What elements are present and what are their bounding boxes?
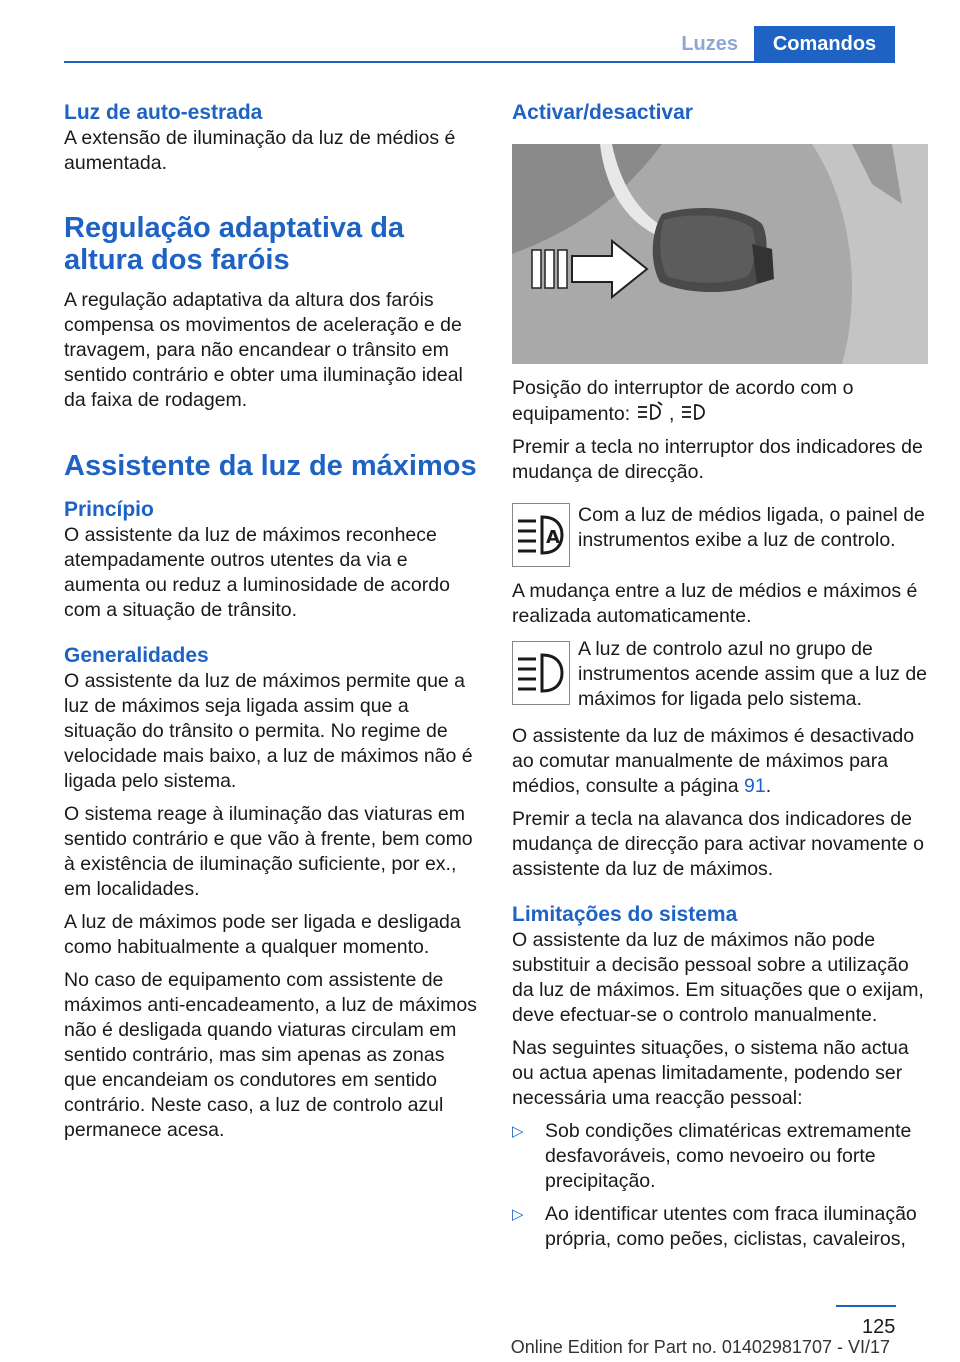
tab-luzes[interactable]: Luzes	[663, 26, 754, 62]
header-tabs	[663, 26, 895, 62]
list-item	[512, 1202, 928, 1252]
note-high-beam	[512, 637, 928, 712]
paragraph-auto-estrada: A extensão de iluminação da luz de médios é aumentada.	[64, 127, 456, 174]
high-beam-assist-icon	[636, 403, 669, 425]
list-item-text: Sob condições climatéricas extremamente desfavoráveis, como nevoeiro ou forte precipitação.	[545, 1120, 912, 1192]
paragraph-generalidades-4: No caso de equipamento com assistente de máximos anti-encadeamento, a luz de máximos não é desligada quando viaturas circulam em sentido contrário, mas sim apenas as zonas que encandeiam os condutores em sentido contrário. Neste caso, a luz de controlo azul permanece acesa.	[64, 969, 477, 1141]
header-rule	[64, 61, 895, 63]
high-beam-assist-indicator-icon	[512, 503, 570, 567]
right-column	[512, 100, 928, 1252]
footer-edition: Online Edition for Part no. 01402981707 - VI/17	[510, 1337, 890, 1357]
paragraph-premir-tecla: Premir a tecla no interruptor dos indicadores de mudança de direcção.	[512, 436, 923, 483]
tab-comandos[interactable]: Comandos	[754, 26, 895, 62]
high-beam-indicator-icon	[512, 641, 570, 705]
paragraph-limitacoes-2: Nas seguintes situações, o sistema não actua ou actua apenas limitadamente, podendo ser necessária uma reacção pessoal:	[512, 1037, 909, 1109]
left-column	[64, 100, 479, 1143]
footer-rule	[836, 1305, 896, 1307]
posicao-text: Posição do interruptor de acordo com o equipamento:	[512, 377, 854, 425]
paragraph-premir-alavanca: Premir a tecla na alavanca dos indicadores de mudança de direcção para activar novamente o assistente da luz de máximos.	[512, 808, 924, 880]
paragraph-mudanca: A mudança entre a luz de médios e máximos é realizada automaticamente.	[512, 580, 918, 627]
svg-text:A: A	[546, 527, 560, 548]
heading-principio: Princípio	[64, 498, 154, 521]
paragraph-regulacao: A regulação adaptativa da altura dos faróis compensa os movimentos de aceleração e de travagem, para não encandear o trânsito em sentido contrário e obter uma iluminação ideal da faixa de rodagem.	[64, 289, 463, 411]
note-1-text: Com a luz de médios ligada, o painel de instrumentos exibe a luz de controlo.	[578, 504, 925, 551]
paragraph-generalidades-3: A luz de máximos pode ser ligada e desligada como habitualmente a qualquer momento.	[64, 911, 461, 958]
paragraph-desactivado	[512, 724, 928, 799]
note-high-beam-assist	[512, 503, 928, 567]
desactivado-end: .	[765, 775, 772, 797]
high-beam-icon	[680, 403, 708, 425]
lever-illustration	[512, 144, 928, 364]
posicao-separator: ,	[669, 403, 675, 425]
turn-signal-lever-photo	[512, 144, 928, 364]
paragraph-generalidades-2: O sistema reage à iluminação das viaturas em sentido contrário e que vão à frente, bem como à existência de iluminação suficiente, por ex., em localidades.	[64, 803, 473, 900]
bullet-triangle-icon: ▷	[512, 1123, 524, 1140]
paragraph-generalidades-1: O assistente da luz de máximos permite que a luz de máximos seja ligada assim que a situação do trânsito o permita. No regime de velocidade mais baixo, a luz de máximos não é ligada pelo sistema.	[64, 670, 473, 792]
note-2-text: A luz de controlo azul no grupo de instrumentos acende assim que a luz de máximos for ligada pelo sistema.	[578, 638, 928, 710]
heading-generalidades: Generalidades	[64, 644, 209, 667]
list-item	[512, 1119, 928, 1194]
desactivado-text: O assistente da luz de máximos é desactivado ao comutar manualmente de máximos para médios, consulte a página	[512, 725, 915, 797]
heading-limitacoes: Limitações do sistema	[512, 903, 738, 926]
heading-activar: Activar/desactivar	[512, 101, 693, 124]
paragraph-principio: O assistente da luz de máximos reconhece atempadamente outros utentes da via e aumenta ou reduz a luminosidade de acordo com a situação de trânsito.	[64, 524, 450, 621]
bullet-triangle-icon: ▷	[512, 1206, 524, 1223]
page-link-91[interactable]: 91	[744, 775, 766, 797]
heading-regulacao: Regulação adaptativa da altura dos faróis	[64, 212, 405, 276]
paragraph-limitacoes-1: O assistente da luz de máximos não pode substituir a decisão pessoal sobre a utilização da luz de máximos. Em situações que o exijam, deve efectuar-se o controlo manualmente.	[512, 929, 924, 1026]
heading-auto-estrada: Luz de auto-estrada	[64, 101, 263, 124]
list-item-text: Ao identificar utentes com fraca iluminação própria, como peões, ciclistas, cavaleiros,	[545, 1203, 917, 1250]
paragraph-posicao	[512, 376, 928, 427]
heading-assistente: Assistente da luz de máximos	[64, 450, 477, 482]
page-number: 125	[862, 1316, 896, 1338]
